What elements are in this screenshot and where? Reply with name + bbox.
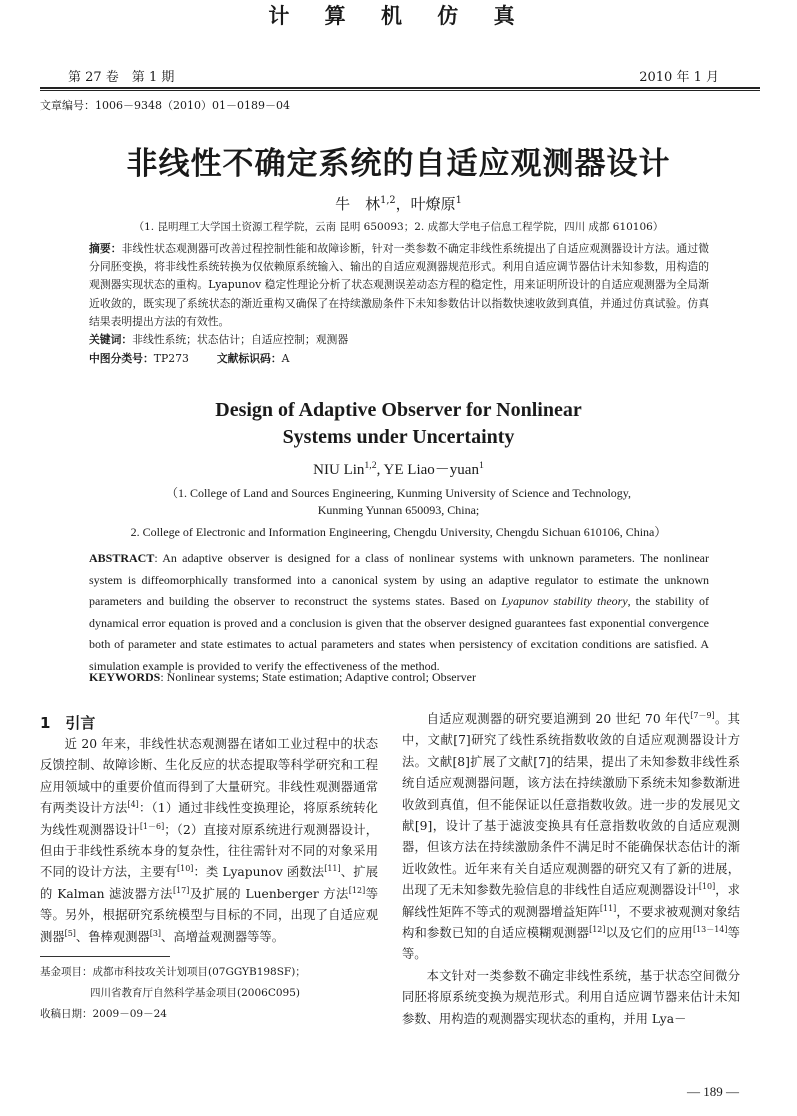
author-name: , YE Liao－yuan [376, 462, 479, 478]
body-paragraph: 自适应观测器的研究要追溯到 20 世纪 70 年代[7－9]。其中，文献[7]研究了线性系统指数收敛的自适应观测器设计方法。文献[8]扩展了文献[7]的结果，提出了未知参数非线性系统自适应观测器问题，该方法在持续激励下系统未知参数渐进收敛到真值，但不能保证以任意指数收敛。进一步的发展见文献[9]，设计了基于滤波变换具有任意指数收敛的自适应观测器，但该方法在持续激励条件不满足时不能确保状态估计的渐近收敛性。近年来有关自适应观测器的研究又有了新的进展，出现了无未知参数先验信息的非线性自适应观测器设计[10]，求解线性矩阵不等式的观测器增益矩阵[11]，不要求被观测对象结构和参数已知的自适应模糊观测器[12]以及它们的应用[13－14]等等。 [402, 710, 740, 962]
author-name: ，叶燎原 [395, 195, 456, 213]
citation: [3] [149, 928, 162, 938]
author-affil-mark: 1,2 [380, 195, 396, 206]
abstract-chinese [89, 240, 709, 331]
footnotes [40, 962, 306, 1025]
affiliation-english-line: 2. College of Electronic and Information Engineering, Chengdu University, Chengdu Sichuan 610106, China） [130, 525, 667, 539]
header-date: 2010 年 1 月 [639, 70, 719, 85]
footnote-funding: 基金项目：成都市科技攻关计划项目(07GGYB198SF)； [40, 966, 306, 978]
citation: [5] [64, 928, 76, 938]
affiliation-english-line: Kunming Yunnan 650093, China; [317, 503, 480, 517]
clc-label: 中图分类号： [89, 352, 154, 365]
affiliation-chinese: （1. 昆明理工大学国土资源工程学院，云南 昆明 650093；2. 成都大学电子信息工程学院，四川 成都 610106） [133, 221, 664, 233]
authors-english [0, 458, 797, 479]
header-journal-name: 计 算 机 仿 真 [268, 3, 529, 28]
abstract-label: 摘要： [89, 242, 122, 255]
header-volume-issue: 第 27 卷 第 1 期 [68, 70, 175, 85]
abstract-en-label: ABSTRACT [89, 551, 155, 565]
header-rule-thin [40, 90, 760, 91]
body-column-right [402, 709, 740, 1030]
keywords-label: 关键词： [89, 333, 133, 346]
footnote-rule [40, 956, 170, 957]
abstract-text: 非线性状态观测器可改善过程控制性能和故障诊断，针对一类参数不确定非线性系统提出了自适应观测器设计方法。通过微分同胚变换，将非线性系统转换为仅依赖原系统输入、输出的自适应观测器规范形式。利用自适应调节器估计未知参数，用构造的观测器实现状态的重构。Lyapunov 稳定性理论分析了状态观测误差动态方程的稳定性，用来证明所设计的自适应观测器为全局渐近收敛的，既实现了系统状态的渐近重构又确保了在持续激励条件下未知参数估计以指数快速收敛到真值，并通过仿真试验。仿真结果表明提出方法的有效性。 [89, 242, 709, 328]
citation: [10] [698, 882, 716, 892]
doc-code-label: 文献标识码： [216, 352, 282, 365]
citation: [12] [348, 885, 366, 895]
footnote-received-date: 收稿日期：2009－09－24 [40, 1008, 167, 1020]
citation: [7－9] [690, 710, 715, 720]
page-number: — 189 — [687, 1084, 739, 1099]
affiliation-english-line: （1. College of Land and Sources Engineering, Kunming University of Science and Technology, [165, 486, 632, 500]
header-rule-thick [40, 87, 760, 89]
section-heading: 1 引言 [40, 714, 96, 732]
citation: [12] [589, 924, 606, 934]
citation: [17] [172, 885, 190, 895]
citation: [13－14] [692, 924, 728, 934]
keywords-text: 非线性系统；状态估计；自适应控制；观测器 [132, 333, 349, 346]
abstract-en-italic: Lyapunov stability theory [501, 594, 628, 608]
author-name: 牛 林 [335, 195, 381, 213]
title-english-line: Systems under Uncertainty [282, 426, 515, 448]
classification-chinese [89, 351, 289, 366]
keywords-chinese [89, 332, 348, 347]
title-english-line: Design of Adaptive Observer for Nonlinear [215, 399, 582, 421]
footnote-funding: 四川省教育厅自然科学基金项目(2006C095) [90, 987, 300, 999]
clc-value: TP273 [153, 352, 189, 365]
keywords-en-label: KEYWORDS [89, 670, 161, 684]
author-affil-mark: 1 [478, 460, 484, 471]
article-number: 文章编号：1006－9348（2010）01－0189－04 [40, 99, 290, 112]
doc-code-value: A [281, 352, 290, 365]
title-english [0, 397, 797, 451]
abstract-en-text: , the stability of dynamical error equation is proved and a conclusion is given that the observer designed guarantees fast exponential convergence both of parameter and state estimates to actual parameters and states when persistency of excitation conditions are satisfied. A simulation example is provided to verify the effectiveness of the method. [89, 594, 710, 673]
body-paragraph: 本文针对一类参数不确定非线性系统，基于状态空间微分同胚将原系统变换为规范形式。利用自适应调节器来估计未知参数、用构造的观测器实现状态的重构，并用 Lya－ [402, 968, 740, 1026]
author-affil-mark: 1,2 [364, 460, 377, 471]
keywords-english [89, 670, 476, 685]
citation: [1－6] [139, 821, 165, 831]
author-affil-mark: 1 [455, 195, 462, 206]
body-paragraph: 近 20 年来，非线性状态观测器在诸如工业过程中的状态反馈控制、故障诊断、生化反应的状态提取等科学研究和工程应用领域中的重要价值而得到了大量研究。非线性观测器通常有两类设计方法[4]：（1）通过非线性变换理论，将原系统转化为线性观测器设计[1－6]；（2）直接对原系统进行观测器设计，但由于非线性系统本身的复杂性，往往需针对不同的对象采用不同的设计方法，主要有[10]：类 Lyapunov 函数法[11]、扩展的 Kalman 滤波器方法[17]及扩展的 Luenberger 方法[12]等等。另外，根据研究系统模型与目标的不同，出现了自适应观测器[5]、鲁棒观测器[3]、高增益观测器等等。 [40, 737, 378, 944]
citation: [11] [324, 864, 341, 874]
citation: [4] [127, 800, 139, 810]
author-name: NIU Lin [313, 462, 365, 478]
abstract-en-text: : An adaptive observer is designed for a class of nonlinear systems with unknown parameters. The nonlinear system is diffeomorphically transformed into a canonical system by using an adaptive regulator to estimate the unknown parameters and building the observer to reconstruct the systems states. Based on [89, 551, 709, 608]
abstract-english [89, 548, 709, 677]
body-column-left [40, 734, 378, 948]
citation: [11] [599, 903, 617, 913]
keywords-en-text: : Nonlinear systems; State estimation; Adaptive control; Observer [160, 670, 476, 684]
citation: [10] [177, 864, 194, 874]
authors-chinese [0, 193, 797, 214]
title-chinese: 非线性不确定系统的自适应观测器设计 [126, 146, 671, 182]
